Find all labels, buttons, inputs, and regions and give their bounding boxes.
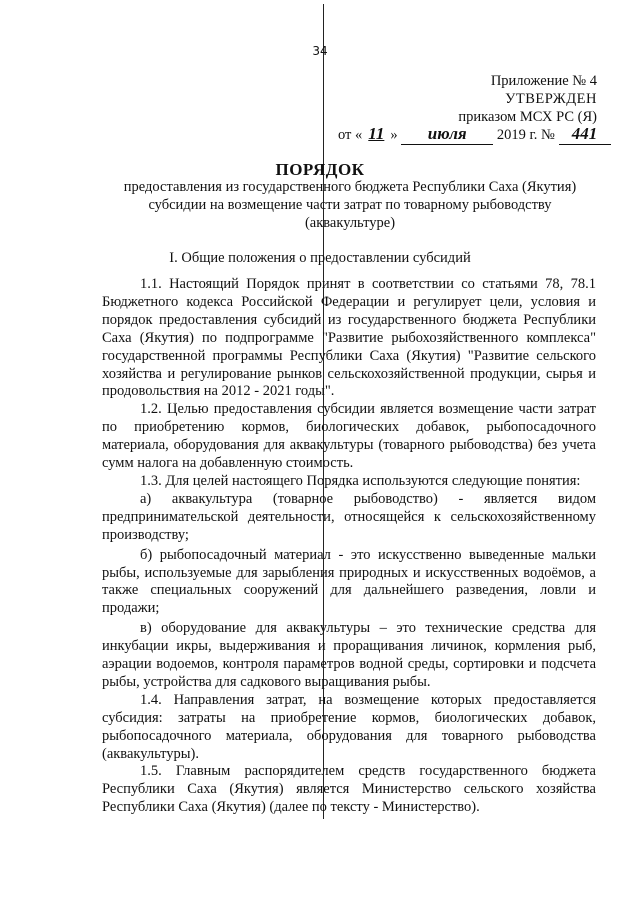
definition-a: а) аквакультура (товарное рыбоводство) - является видом предпринимательской деятельности, относящейся к сельскохозяйственному производству; bbox=[102, 490, 596, 543]
handwritten-order-number: 441 bbox=[559, 124, 611, 145]
date-prefix: от « bbox=[338, 127, 363, 143]
document-body bbox=[102, 276, 596, 817]
document-title: ПОРЯДОК bbox=[275, 160, 365, 179]
page-number: 34 bbox=[312, 44, 328, 58]
definition-c: в) оборудование для аквакультуры – это технические средства для инкубации икры, выдерживания и проращивания личинок, кормления рыб, аэрации водоемов, контроля параметров водной среды, сортировки и подсчета рыбы, устройства для садкового выращивания рыбы. bbox=[102, 620, 596, 690]
year-number-text: 2019 г. № bbox=[496, 127, 555, 143]
paragraph-1-3: 1.3. Для целей настоящего Порядка используются следующие понятия: bbox=[140, 472, 581, 489]
approved-label: УТВЕРЖДЕН bbox=[505, 91, 597, 107]
handwritten-day: 11 bbox=[368, 124, 385, 143]
paragraph-1-2: 1.2. Целью предоставления субсидии является возмещение части затрат по приобретению кормов, биологических добавок, рыбопосадочного материала, оборудования для аквакультуры (товарного рыбоводства) без учета сумм налога на добавленную стоимость. bbox=[102, 401, 596, 472]
paragraph-1-1: 1.1. Настоящий Порядок принят в соответствии со статьями 78, 78.1 Бюджетного кодекса Российской Федерации и регулирует цели, условия и порядок предоставления субсидий из государственного бюджета Республики Саха (Якутия) по подпрограмме "Развитие рыбохозяйственного комплекса" государственной программы Республики Саха (Якутия) "Развитие сельского хозяйства и регулирование рынков сельскохозяйственной продукции, сырья и продовольствия на 2012 - 2021 годы". bbox=[102, 276, 596, 400]
order-date-line bbox=[338, 124, 611, 145]
section-heading: I. Общие положения о предоставлении субсидий bbox=[169, 250, 471, 266]
appendix-label: Приложение № 4 bbox=[490, 73, 597, 89]
paragraph-1-5: 1.5. Главным распорядителем средств государственного бюджета Республики Саха (Якутия) является Министерство сельского хозяйства Республики Саха (Якутия) (далее по тексту - Министерство). bbox=[102, 763, 596, 816]
document-subtitle: предоставления из государственного бюджета Республики Саха (Якутия) субсидии на возмещение части затрат по товарному рыбоводству (аквакультуре) bbox=[123, 179, 577, 231]
order-label: приказом МСХ РС (Я) bbox=[458, 109, 597, 125]
date-mid: » bbox=[390, 127, 398, 143]
handwritten-month: июля bbox=[401, 124, 493, 145]
definition-b: б) рыбопосадочный материал - это искусственно выведенные мальки рыбы, используемые для зарыбления природных и искусственных водоёмов, а также специальных сооружений для дальнейшего разведения, ловли и продажи; bbox=[102, 546, 596, 617]
paragraph-1-4: 1.4. Направления затрат, на возмещение которых предоставляется субсидия: затраты на приобретение кормов, биологических добавок, рыбопосадочного материала, оборудования для товарного рыбоводства (аквакультуры). bbox=[102, 691, 596, 762]
